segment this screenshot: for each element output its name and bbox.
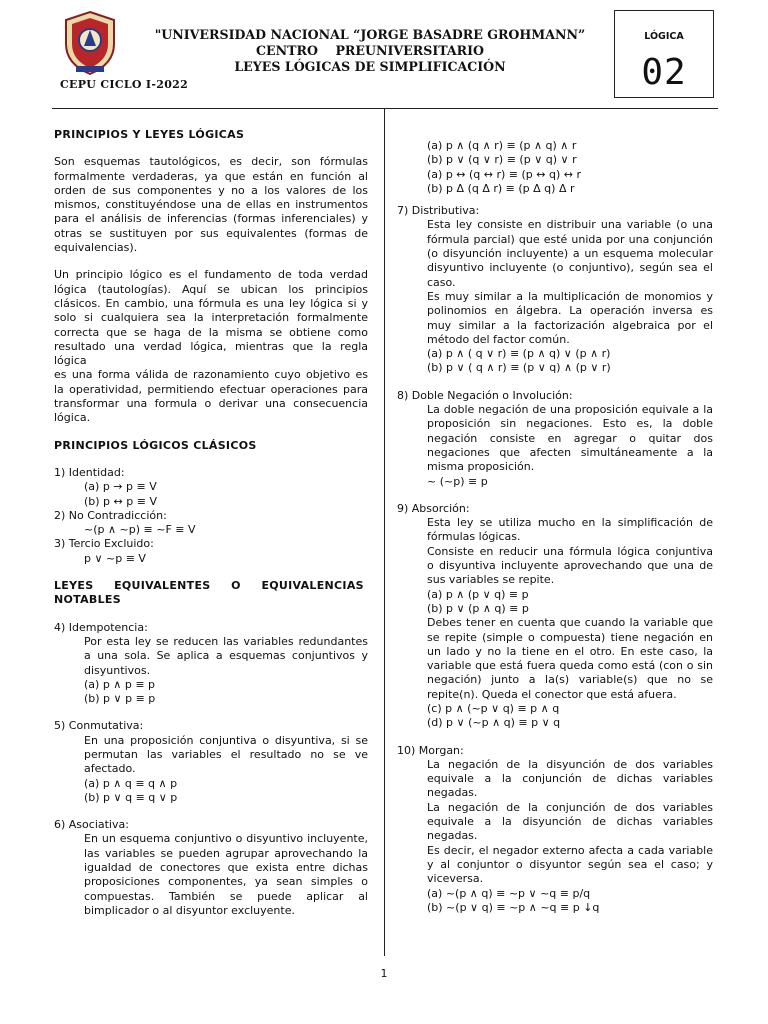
text-line: negadas. xyxy=(427,786,478,800)
right-column xyxy=(397,139,713,915)
law-text xyxy=(54,734,368,777)
text-line: proposiciones componentes, ya sean simples o xyxy=(84,875,368,889)
text-line: fórmulas lógicas. xyxy=(427,530,521,544)
text-line: lógica. xyxy=(54,411,91,425)
text-line: igualdad de conectores que exista entre dichas xyxy=(84,861,368,875)
law-text xyxy=(397,545,713,588)
law-title: 5) Conmutativa: xyxy=(54,719,144,733)
formula: (b) ~(p ∨ q) ≡ ~p ∧ ~q ≡ p ↓q xyxy=(427,900,600,914)
law-title: 1) Identidad: xyxy=(54,465,125,479)
law-title: 8) Doble Negación o Involución: xyxy=(397,388,573,402)
section-heading: PRINCIPIOS Y LEYES LÓGICAS xyxy=(54,128,245,141)
formula: (a) p ↔ (q ↔ r) ≡ (p ↔ q) ↔ r xyxy=(427,167,582,181)
section-heading: PRINCIPIOS LÓGICOS CLÁSICOS xyxy=(54,438,257,452)
text-line: (o disyunción incluyente) a un esquema molecular xyxy=(427,247,713,261)
text-line: disyuntivos. xyxy=(84,663,151,677)
topic-number: 02 xyxy=(641,52,687,93)
text-line: a una sola. Se aplica a esquemas conjuntivos y xyxy=(84,649,368,663)
formula: (d) p ∨ (~p ∧ q) ≡ p ∨ q xyxy=(427,716,561,730)
text-line: equivale a la disyunción de dichas variables xyxy=(427,815,713,829)
text-line: misma proposición. xyxy=(427,460,535,474)
formula: (b) p ↔ p ≡ V xyxy=(84,494,157,508)
text-line: Consiste en reducir una fórmula lógica conjuntiva xyxy=(427,544,713,558)
formula: ~(p ∧ ~p) ≡ ~F ≡ V xyxy=(84,523,196,537)
formula: p ∨ ~p ≡ V xyxy=(84,551,146,565)
text-line: fórmula parcial) que esté unida por una conjunción xyxy=(427,232,713,246)
formula: (b) p Δ (q Δ r) ≡ (p Δ q) Δ r xyxy=(427,181,575,195)
column-divider xyxy=(384,108,385,956)
text-line: sus variables se repite. xyxy=(427,573,555,587)
heading-line: NOTABLES xyxy=(54,593,121,607)
paragraph xyxy=(54,268,368,425)
text-line: un lado y no la tiene en el otro. En este caso, la xyxy=(427,644,713,658)
text-line: equivale a la conjunción de dichas variables xyxy=(427,772,713,786)
law-title: 2) No Contradicción: xyxy=(54,508,167,522)
text-line: bimplicador o al disyuntor excluyente. xyxy=(84,903,295,917)
formula: (b) p ∨ (p ∧ q) ≡ p xyxy=(427,601,529,615)
text-line: La doble negación de una proposición equivale a la xyxy=(427,403,713,417)
text-line: Debes tener en cuenta que cuando la variable que xyxy=(427,616,713,630)
paragraph xyxy=(54,155,368,255)
text-line: polinomios en álgebra. La operación inversa es xyxy=(427,304,713,318)
text-line: Esta ley se utiliza mucho en la simplificación de xyxy=(427,516,713,530)
text-line: correcta que se haga de la misma se obtiene como xyxy=(54,325,368,339)
text-line: otras se sustituyen por sus equivalentes (formas de xyxy=(54,226,368,240)
text-line: formalmente verdaderas, ya que están en función al xyxy=(54,169,368,183)
text-line: viceversa. xyxy=(427,872,484,886)
text-line: negaciones que afecten simultáneamente a la xyxy=(427,445,713,459)
text-line: transformar una formula o derivar una consecuencia xyxy=(54,397,368,411)
formula: (a) p ∧ q ≡ q ∧ p xyxy=(84,776,178,790)
university-name: "UNIVERSIDAD NACIONAL “JORGE BASADRE GROHMANN” xyxy=(154,27,586,42)
text-line: resultado una verdad lógica, mientras que la regla lógica xyxy=(54,339,368,368)
law-text xyxy=(397,290,713,347)
text-line: la operatividad, permitiendo efectuar operaciones para xyxy=(54,382,368,396)
law-text xyxy=(397,218,713,289)
formula: (b) p ∨ (q ∨ r) ≡ (p ∨ q) ∨ r xyxy=(427,153,577,167)
text-line: En un esquema conjuntivo o disyuntivo incluyente, xyxy=(84,832,368,846)
text-line: clásicos. En cambio, una fórmula es una ley lógica si y xyxy=(54,296,368,310)
text-line: proposición sin negaciones. Esto es, la doble xyxy=(427,417,713,431)
text-line: muy similar a la factorización algebraica por el xyxy=(427,318,713,332)
law-text xyxy=(397,844,713,887)
formula: (a) p ∧ (q ∧ r) ≡ (p ∧ q) ∧ r xyxy=(427,139,577,152)
law-text xyxy=(54,832,368,918)
text-line: para el análisis de inferencias (formas inferenciales) y xyxy=(54,212,368,226)
text-line: Es muy similar a la multiplicación de monomios y xyxy=(427,289,713,303)
university-logo xyxy=(62,10,118,76)
text-line: Son esquemas tautológicos, es decir, son fórmulas xyxy=(54,155,368,169)
text-line: mismos, constituyéndose una de ellas en instrumentos xyxy=(54,198,368,212)
topic-name: LÓGICA xyxy=(644,31,684,42)
text-line: se repite (simple o compuesta) tiene negación en xyxy=(427,630,713,644)
header-divider xyxy=(52,108,718,109)
formula: (b) p ∨ q ≡ q ∨ p xyxy=(84,790,178,804)
text-line: equivalencias). xyxy=(54,241,138,255)
section-heading xyxy=(54,579,368,608)
law-text xyxy=(397,758,713,801)
text-line: compuestas. También se puede aplicar al xyxy=(84,889,368,903)
text-line: En una proposición conjuntiva o disyuntiva, si se xyxy=(84,733,368,747)
formula: (a) p ∧ (p ∨ q) ≡ p xyxy=(427,587,529,601)
text-line: Por esta ley se reducen las variables redundantes xyxy=(84,634,368,648)
text-line: afectado. xyxy=(84,762,136,776)
text-line: repite(n). Queda el conector que está afuera. xyxy=(427,687,677,701)
subject-title: LEYES LÓGICAS DE SIMPLIFICACIÓN xyxy=(234,59,506,74)
formula: ~ (~p) ≡ p xyxy=(427,474,488,488)
law-text xyxy=(397,403,713,474)
cycle-label: CEPU CICLO I-2022 xyxy=(60,78,189,91)
law-title: 7) Distributiva: xyxy=(397,204,480,218)
text-line: Es decir, el negador externo afecta a cada variable xyxy=(427,843,713,857)
law-text xyxy=(397,801,713,844)
left-column xyxy=(54,128,368,918)
text-line: negación) junto a la(s) variable(s) que no se xyxy=(427,673,713,687)
text-line: o disyuntiva incluyente aprovechando que una de xyxy=(427,559,713,573)
text-line: caso. xyxy=(427,275,456,289)
text-line: La negación de la conjunción de dos variables xyxy=(427,800,713,814)
text-line: Un principio lógico es el fundamento de toda verdad xyxy=(54,268,368,282)
law-text xyxy=(397,516,713,545)
formula: (a) ~(p ∧ q) ≡ ~p ∨ ~q ≡ p/q xyxy=(427,886,591,900)
law-text xyxy=(54,635,368,678)
heading-line: LEYES EQUIVALENTES O EQUIVALENCIAS xyxy=(54,579,364,593)
law-title: 4) Idempotencia: xyxy=(54,620,148,634)
formula: (c) p ∧ (~p ∨ q) ≡ p ∧ q xyxy=(427,701,560,715)
law-title: 9) Absorción: xyxy=(397,501,470,515)
text-line: Esta ley consiste en distribuir una variable (o una xyxy=(427,218,713,232)
header-titles xyxy=(150,27,590,75)
law-title: 6) Asociativa: xyxy=(54,818,129,832)
formula: (b) p ∨ p ≡ p xyxy=(84,692,156,706)
law-title: 3) Tercio Excluido: xyxy=(54,537,154,551)
text-line: disyuntivo incluyente (o conjuntivo), según sea el xyxy=(427,261,713,275)
formula: (a) p → p ≡ V xyxy=(84,480,157,494)
text-line: solo si cualquiera sea la interpretación formalmente xyxy=(54,311,368,325)
text-line: y al conjuntor o disyuntor según sea el caso; y xyxy=(427,857,713,871)
law-title: 10) Morgan: xyxy=(397,743,464,757)
law-text xyxy=(397,616,713,702)
text-line: La negación de la disyunción de dos variables xyxy=(427,757,713,771)
formula: (a) p ∧ ( q ∨ r) ≡ (p ∧ q) ∨ (p ∧ r) xyxy=(427,347,611,361)
text-line: orden de sus componentes y no a los valores de los xyxy=(54,183,368,197)
text-line: negadas. xyxy=(427,829,478,843)
text-line: negación consiste en agregar o quitar dos xyxy=(427,431,713,445)
text-line: es una forma válida de razonamiento cuyo objetivo es xyxy=(54,368,368,382)
text-line: método del factor común. xyxy=(427,332,570,346)
formula: (a) p ∧ p ≡ p xyxy=(84,677,156,691)
text-line: permutan las variables el resultado no se ve xyxy=(84,747,368,761)
page-number: 1 xyxy=(380,967,388,980)
text-line: lógica (tautologías). Aquí se ubican los principios xyxy=(54,282,368,296)
text-line: las variables se pueden agrupar aprovechando la xyxy=(84,846,368,860)
text-line: variable que está fuera queda como está (con o sin xyxy=(427,659,713,673)
center-name: CENTRO PREUNIVERSITARIO xyxy=(255,43,484,58)
formula: (b) p ∨ ( q ∧ r) ≡ (p ∨ q) ∧ (p ∨ r) xyxy=(427,361,611,375)
